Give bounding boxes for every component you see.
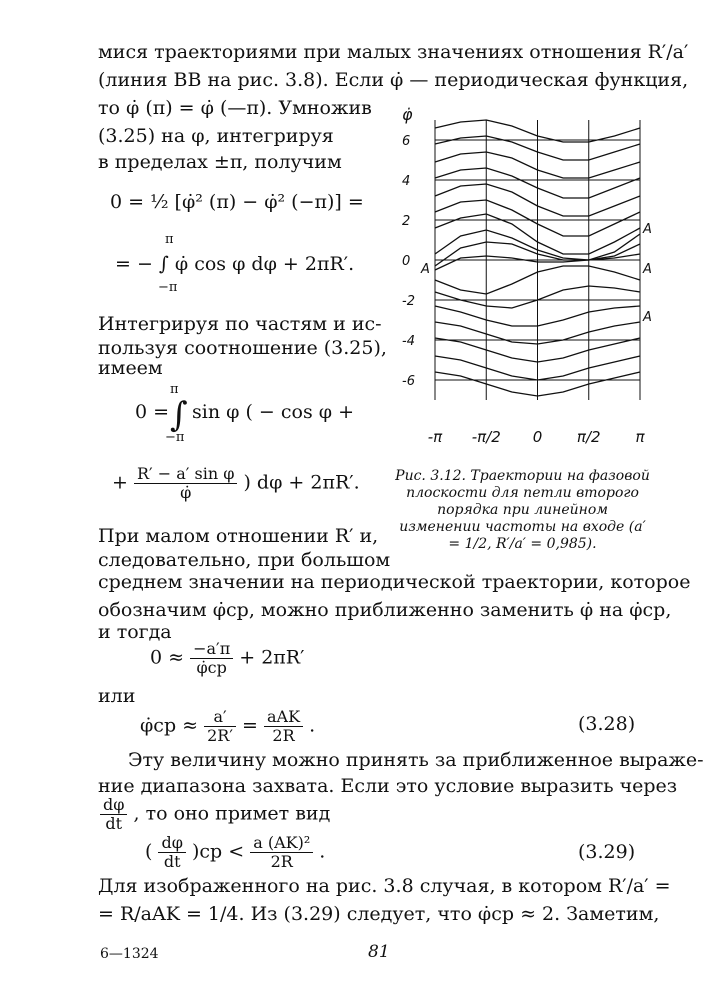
text-line: мися траекториями при малых значениях отношения R′/a′	[98, 41, 689, 63]
text-line: Интегрируя по частям и ис-	[98, 313, 382, 335]
page-number: 81	[368, 942, 390, 962]
y-tick-label: 0	[402, 254, 411, 269]
fraction-numerator: −a′π	[190, 640, 233, 659]
signature-mark: 6—1324	[100, 946, 159, 962]
equation-1b: = − ∫ φ̇ cos φ dφ + 2πR′.	[115, 253, 355, 275]
fraction	[100, 796, 127, 833]
integral-upper-limit: π	[165, 232, 174, 247]
plus-sign: +	[112, 471, 128, 494]
fraction	[158, 834, 185, 871]
marker-label: A	[643, 262, 652, 277]
marker-label: A	[643, 222, 652, 237]
equation-end: .	[319, 840, 326, 863]
text-tail: , то оно примет вид	[133, 802, 331, 825]
marker-label: A	[421, 262, 430, 277]
equation-left: φ̇ср ≈	[140, 714, 199, 737]
text-line: Эту величину можно принять за приближенное выраже-	[128, 749, 704, 771]
fraction-numerator: dφ	[158, 834, 185, 853]
equation-2b	[112, 465, 360, 502]
marker-label: A	[643, 310, 652, 325]
fraction-denominator: φ̇ср	[196, 658, 227, 677]
text-line: и тогда	[98, 621, 172, 643]
x-tick-label: π	[635, 428, 645, 446]
fraction-numerator: aAK	[264, 708, 303, 727]
y-tick-label: 2	[402, 214, 411, 229]
fraction-denominator: 2R	[272, 726, 295, 745]
y-tick-label: -6	[402, 374, 415, 389]
fraction	[250, 834, 313, 871]
x-tick-label: 0	[532, 428, 543, 446]
fraction-numerator: dφ	[100, 796, 127, 815]
text-line: или	[98, 685, 136, 707]
equation-3	[150, 640, 304, 677]
text-line: = R/aAK = 1/4. Из (3.29) следует, что φ̇ср ≈ 2. Заметим,	[98, 903, 660, 925]
equation-2a-left: 0 =	[135, 401, 170, 423]
equals-sign: =	[242, 714, 258, 737]
x-tick-label: π/2	[576, 428, 601, 446]
x-tick-label: -π/2	[471, 428, 501, 446]
fraction	[134, 465, 237, 502]
text-line: то φ̇ (π) = φ̇ (—π). Умножив	[98, 97, 372, 119]
integral-upper-limit: π	[170, 382, 179, 397]
equation-tail: + 2πR′	[239, 646, 305, 669]
text-line: обозначим φ̇ср, можно приближенно заменить φ̇ на φ̇ср,	[98, 599, 672, 621]
text-line: имеем	[98, 357, 163, 379]
text-line: в пределах ±π, получим	[98, 151, 342, 173]
y-tick-label: 6	[402, 134, 411, 149]
equation-tail: ) dφ + 2πR′.	[243, 471, 360, 494]
equation-2a-right: sin φ ( − cos φ +	[192, 401, 354, 423]
text-line: Для изображенного на рис. 3.8 случая, в котором R′/a′ =	[98, 875, 671, 897]
y-tick-label: -4	[402, 334, 415, 349]
equation-end: .	[309, 714, 316, 737]
text-line: (3.25) на φ, интегрируя	[98, 125, 334, 147]
y-tick-label: 4	[402, 174, 411, 189]
fraction	[204, 708, 236, 745]
paren-close: )ср <	[191, 840, 245, 863]
equation-3-28	[140, 708, 315, 745]
text-line: При малом отношении R′ и,	[98, 525, 379, 547]
chart-grid	[435, 120, 640, 400]
fraction-denominator: 2R	[270, 852, 293, 871]
fraction-denominator: dt	[163, 852, 181, 871]
fraction	[190, 640, 233, 677]
fraction-denominator: dt	[105, 814, 123, 833]
integral-lower-limit: −π	[158, 280, 178, 295]
text-line: (линия BB на рис. 3.8). Если φ̇ — периодическая функция,	[98, 69, 689, 91]
text-line: пользуя соотношение (3.25),	[98, 337, 387, 359]
figure-caption: Рис. 3.12. Траектории на фазовой плоскости для петли второго порядка при линейном изменении частоты на входе (a′ = 1/2, R′/a′ = 0,985).	[395, 468, 650, 552]
equation-3-29	[145, 834, 325, 871]
equation-left: 0 ≈	[150, 646, 185, 669]
text-line: среднем значении на периодической траектории, которое	[98, 571, 691, 593]
text-line: ние диапазона захвата. Если это условие выразить через	[98, 775, 678, 797]
fraction-denominator: φ̇	[180, 483, 192, 502]
fraction-denominator: 2R′	[207, 726, 233, 745]
x-tick-label: -π	[427, 428, 443, 446]
fraction-numerator: R′ − a′ sin φ	[134, 465, 237, 484]
paren-open: (	[145, 840, 153, 863]
fraction-numerator: a′	[204, 708, 236, 727]
equation-number: (3.29)	[578, 841, 636, 863]
phase-plane-chart	[390, 100, 650, 460]
fraction-numerator: a (AK)²	[250, 834, 313, 853]
y-tick-label: -2	[402, 294, 415, 309]
y-axis-label: φ̇	[402, 105, 413, 124]
integral-lower-limit: −π	[165, 430, 185, 445]
derivative-line	[100, 796, 330, 833]
equation-1a: 0 = ½ [φ̇² (π) − φ̇² (−π)] =	[110, 191, 364, 213]
text-line: следовательно, при большом	[98, 549, 391, 571]
fraction	[264, 708, 303, 745]
equation-number: (3.28)	[578, 713, 636, 735]
integral-sign: ∫	[170, 395, 188, 435]
